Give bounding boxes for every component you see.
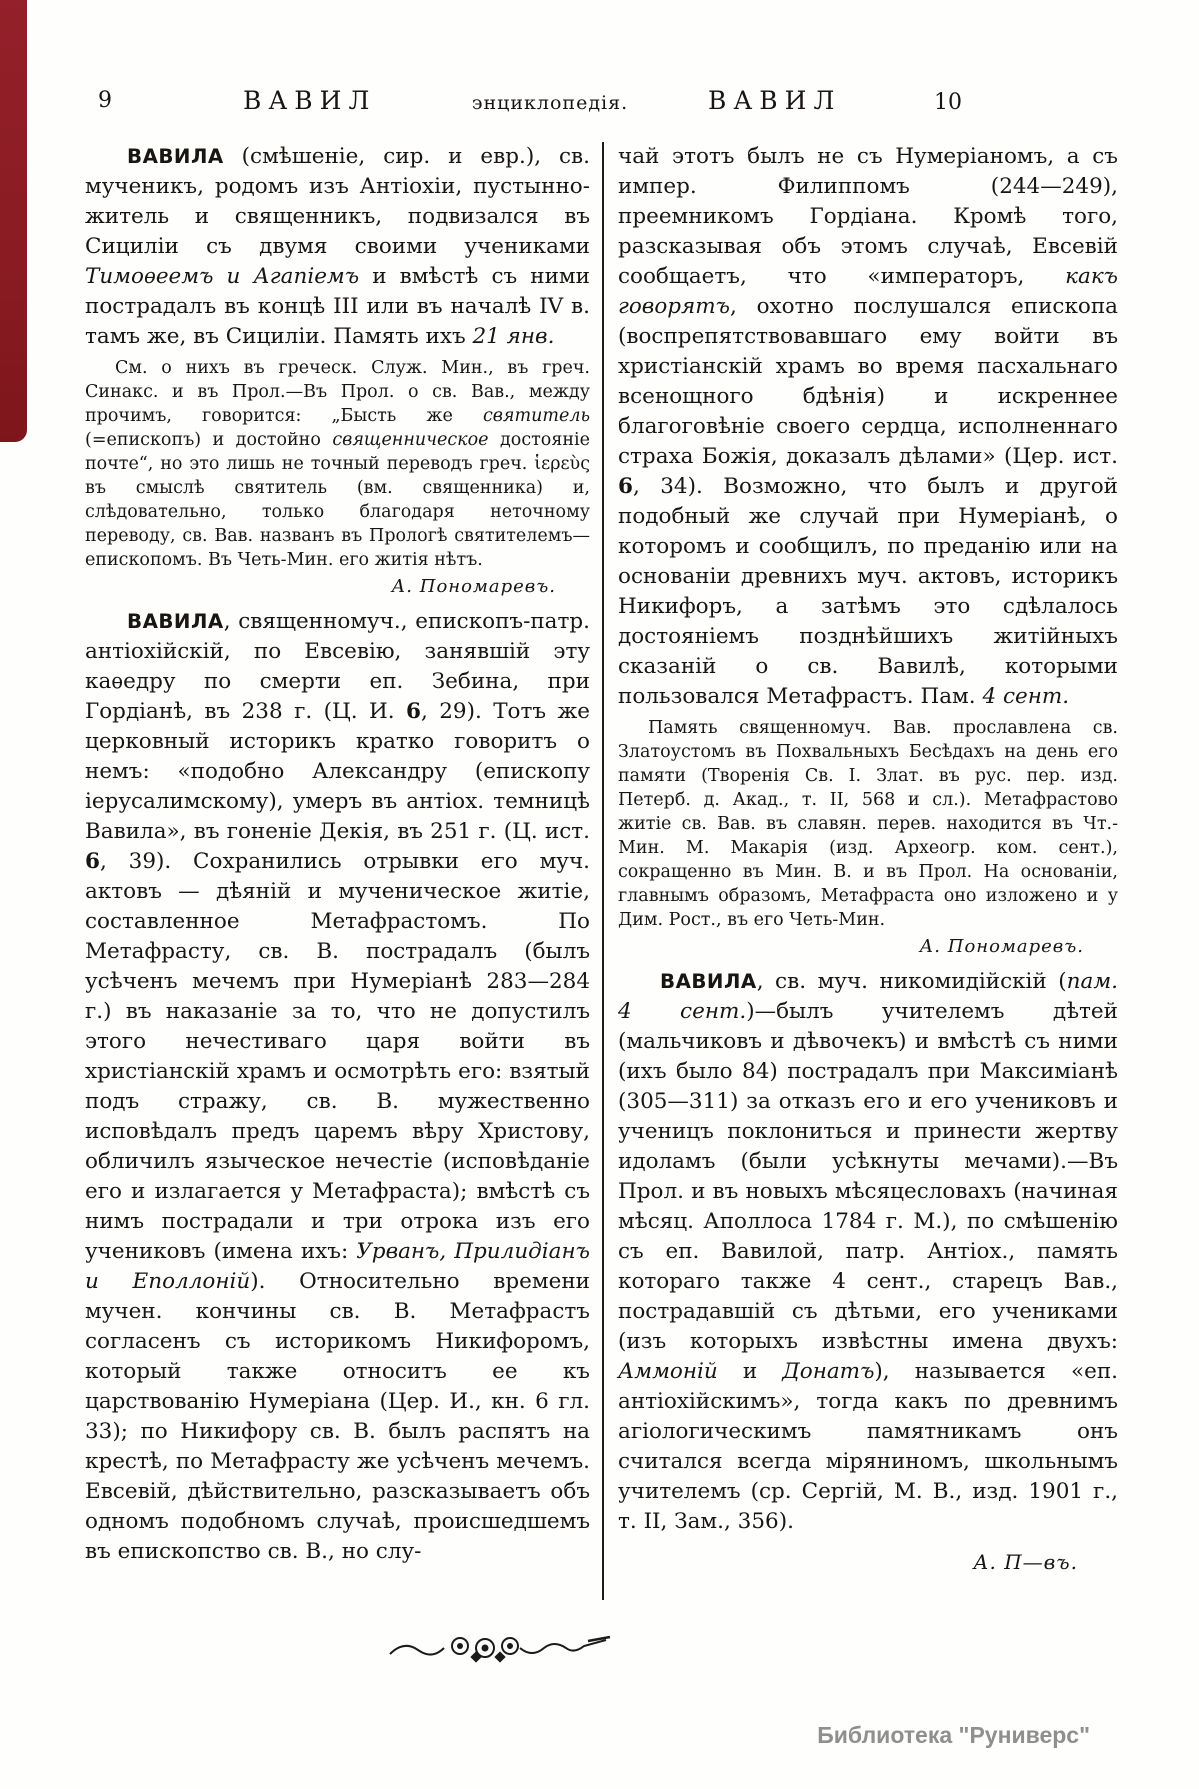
author-signature <box>85 574 590 599</box>
library-watermark: Библиотека "Руниверс" <box>817 1722 1090 1748</box>
page-number-left: 9 <box>98 88 112 113</box>
text-run: См. о нихъ въ греческ. Служ. Мин., въ греч. Синакс. и въ Прол.—Въ Прол. о св. Вав., между прочимъ, говорится: „Бысть же <box>85 358 590 426</box>
text-run: , священномуч., епископъ-патр. антіохійскій, по Евсевію, занявшій эту каѳедру по смерти еп. Зебина, при Гордіанѣ, въ 238 г. (Ц. И. <box>85 609 590 724</box>
text-run: Урванъ, Прилидіанъ и Еполлоній <box>85 1239 590 1294</box>
scan-edge-artifact <box>0 0 27 442</box>
text-run: какъ говорятъ <box>618 264 1118 319</box>
author-signature <box>618 1547 1118 1577</box>
text-run: ), называется «еп. антіохійскимъ», тогда какъ по древнимъ агіологическимъ памятникамъ онъ считался всегда міряниномъ, школьнымъ учителемъ (ср. Сергій, М. В., изд. 1901 г., т. II, Зам., 356). <box>618 1359 1118 1534</box>
text-run: ВАВИЛА <box>660 970 757 993</box>
text-run: , 29). Тотъ же церковный историкъ кратко говоритъ о немъ: «подобно Александру (епископу іерусалимскому), умеръ въ антіох. темницѣ Вавила», въ гоненіе Декія, въ 251 г. (Ц. ист. <box>85 699 591 844</box>
text-run: , охотно послушался епископа (воспрепятствовавшаго ему войти въ христіанскій храмъ во время пасхальнаго всенощного бдѣнія) и искреннее благоговѣніе своего сердца, исполненнаго страха Божія, доказалъ дѣлами» (Цер. ист. <box>618 294 1118 469</box>
text-run: Память священномуч. Вав. прославлена св. Златоустомъ въ Похвальныхъ Бесѣдахъ на день его памяти (Творенія Св. І. Злат. въ рус. пер. изд. Петерб. д. Акад., т. II, 568 и сл.). Метафрастово житіе св. Вав. въ славян. перев. находится въ Чт.-Мин. М. Макарія (изд. Археогр. ком. сент.), сокращенно въ Мин. В. и въ Прол. На основаніи, главнымъ образомъ, Метафраста оно изложено и у Дим. Рост., въ его Четь-Мин. <box>618 718 1118 930</box>
text-run: 21 янв. <box>472 324 555 349</box>
author-signature <box>618 934 1118 959</box>
tailpiece-container <box>388 1630 623 1670</box>
running-title-center: энциклопедія. <box>471 92 629 114</box>
ornamental-flourish-icon <box>388 1630 623 1666</box>
text-run: 6 <box>85 849 100 874</box>
text-run: 6 <box>406 699 421 724</box>
text-run: ВАВИЛА <box>127 145 224 168</box>
text-run: священническое <box>332 430 489 450</box>
text-run: Тимоѳеемъ и Агапіемъ <box>85 264 360 289</box>
running-title-left: ВАВИЛ <box>243 86 377 115</box>
text-run: Донатъ <box>782 1359 875 1384</box>
text-run: )—былъ учителемъ дѣтей (мальчиковъ и дѣвочекъ) и вмѣстѣ съ ними (ихъ было 84) пострадалъ при Максиміанѣ (305—311) за отказъ его и его учениковъ и ученицъ поклониться и принести жертву идоламъ (были усѣкнуты мечами).—Въ Прол. и въ новыхъ мѣсяцесловахъ (начиная мѣсяц. Аполлоса 1784 г. М.), по смѣшенію съ еп. Вавилой, патр. Антіох., память котораго также 4 сент., старецъ Вав., пострадавшій съ дѣтьми, его учениками (изъ которыхъ извѣстны имена двухъ: <box>618 999 1118 1354</box>
paragraph <box>618 142 1118 712</box>
paragraph <box>618 716 1118 932</box>
column-divider <box>602 142 604 1600</box>
text-run: А. П—въ. <box>973 1550 1078 1574</box>
page-number-right: 10 <box>934 90 962 115</box>
text-run: чай этотъ былъ не съ Нумеріаномъ, а съ импер. Филиппомъ (244—249), преемникомъ Гордіана. Кромѣ того, разсказывая объ этомъ случаѣ, Евсевій сообщаетъ, что «императоръ, <box>618 144 1118 289</box>
text-run: и вмѣстѣ съ ними пострадалъ въ концѣ III или въ началѣ IV в. тамъ же, въ Сициліи. Память ихъ <box>85 264 590 349</box>
text-run: 4 сент. <box>982 684 1070 709</box>
text-run: святитель <box>482 406 590 426</box>
text-run: , 39). Сохранились отрывки его муч. актовъ — дѣяній и мученическое житіе, составленное Метафрастомъ. По Метафрасту, св. В. пострадалъ (былъ усѣченъ мечемъ при Нумеріанѣ 283—284 г.) въ наказаніе за то, что не допустилъ этого нечестиваго царя войти въ христіанскій храмъ и осмотрѣть его: взятый подъ стражу, св. В. мужественно исповѣдалъ предъ царемъ вѣру Христову, обличилъ языческое нечестіе (исповѣданіе его и излагается у Метафраста); вмѣстѣ съ нимъ пострадали и три отрока изъ его учениковъ (имена ихъ: <box>85 849 590 1264</box>
text-run: 6 <box>618 474 633 499</box>
text-run: ВАВИЛА <box>127 610 224 633</box>
text-run: , 34). Возможно, что былъ и другой подобный же случай при Нумеріанѣ, о которомъ и сообщилъ, по преданію или на основаніи древнихъ муч. актовъ, историкъ Никифоръ, а затѣмъ это сдѣлалось достояніемъ позднѣйшихъ житійныхъ сказаній о св. Вавилѣ, которыми пользовался Метафрастъ. Пам. <box>618 474 1118 709</box>
running-title-right: ВАВИЛ <box>708 86 842 115</box>
text-run: (смѣшеніе, сир. и евр.), св. мученикъ, родомъ изъ Антіохіи, пустынно-житель и священникъ, подвизался въ Сициліи съ двумя своими учениками <box>85 144 590 259</box>
text-run: достояніе почте“, но это лишь не точный переводъ греч. ἱερεὺς въ смыслѣ святитель (вм. священника) и, слѣдовательно, только благодаря неточному переводу, св. Вав. названъ въ Прологѣ святителемъ—епископомъ. Въ Четь-Мин. его житія нѣтъ. <box>85 430 590 570</box>
paragraph <box>85 356 590 572</box>
paragraph <box>85 607 590 1567</box>
paragraph <box>618 967 1118 1537</box>
text-run: и <box>717 1359 783 1384</box>
text-run: Аммоній <box>618 1359 718 1384</box>
right-column <box>618 142 1118 1577</box>
text-run: , св. муч. никомидійскій ( <box>756 969 1067 994</box>
text-run: А. Пономаревъ. <box>391 576 556 597</box>
left-column <box>85 142 590 1567</box>
text-run: пам. 4 сент. <box>618 969 1118 1024</box>
paragraph <box>85 142 590 352</box>
page-header <box>0 86 1199 120</box>
text-run: (=епископъ) и достойно <box>85 430 333 450</box>
text-run: А. Пономаревъ. <box>919 936 1084 957</box>
text-run: ). Относительно времени мучен. кончины св. В. Метафрастъ согласенъ съ историкомъ Никифоромъ, который также относитъ ее къ царствованію Нумеріана (Цер. И., кн. 6 гл. 33); по Никифору св. В. былъ распятъ на крестѣ, по Метафрасту же усѣченъ мечемъ. Евсевій, дѣйствительно, разсказываетъ объ одномъ подобномъ случаѣ, происшедшемъ въ епископство св. В., но слу- <box>85 1269 590 1564</box>
